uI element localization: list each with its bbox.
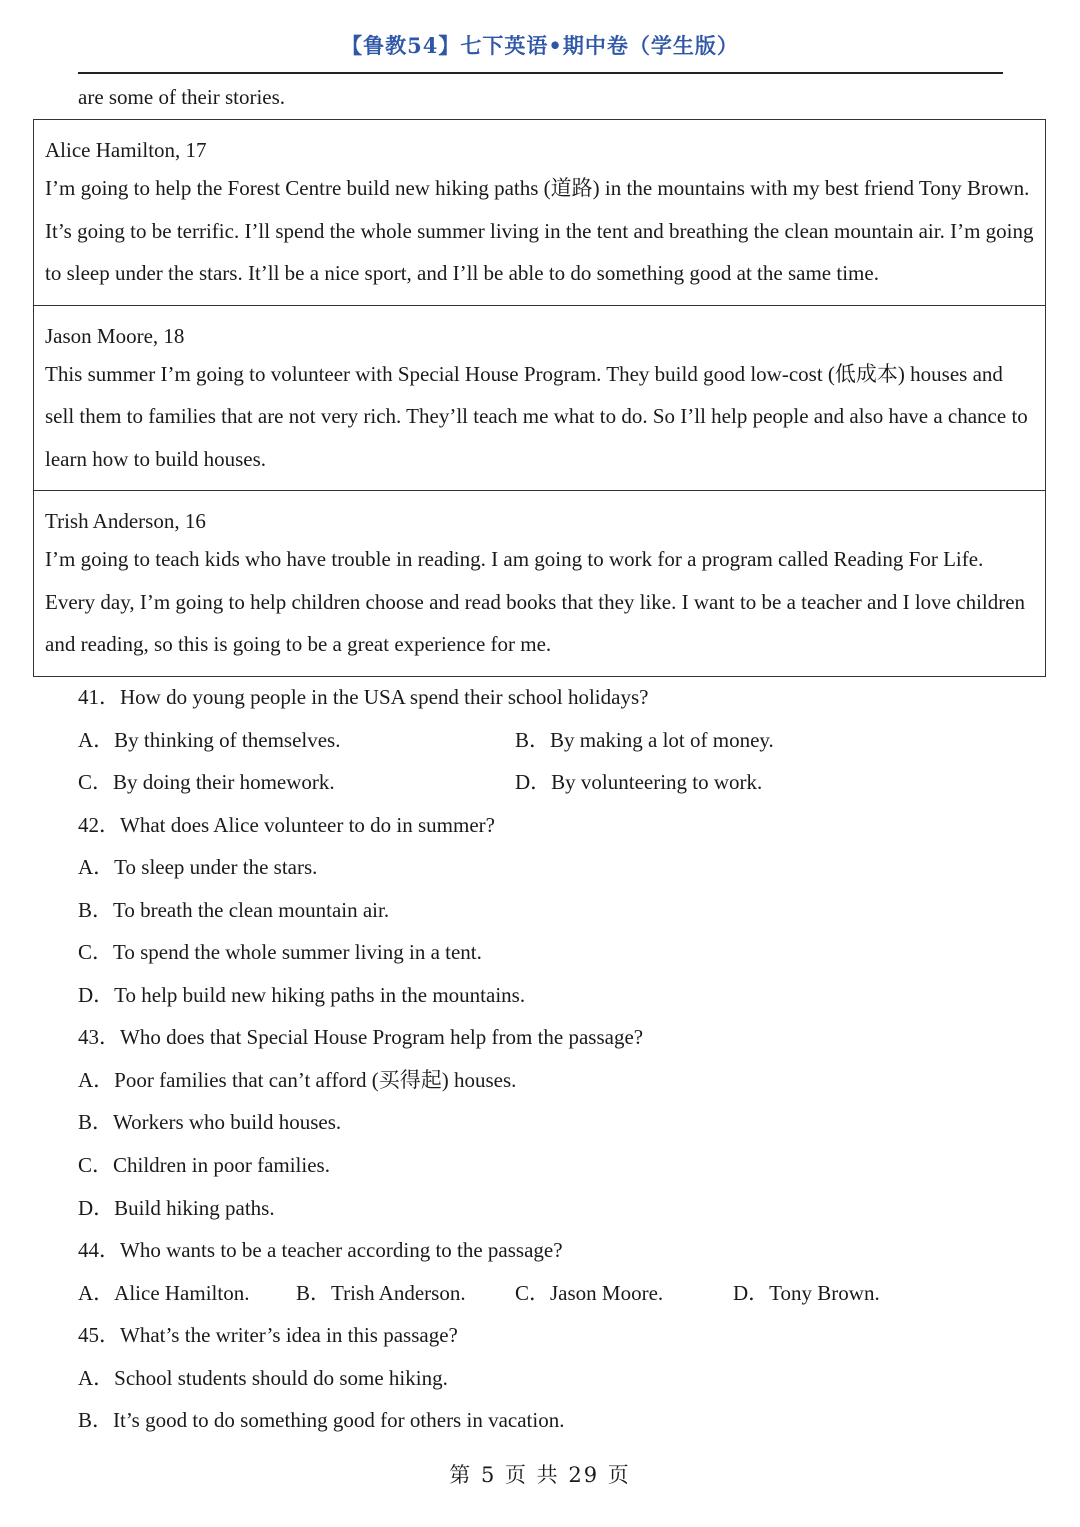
option-45-b: B．It’s good to do something good for others in vacation. [78,1408,565,1433]
intro-text: are some of their stories. [78,85,286,109]
story-text: This summer I’m going to volunteer with Special House Program. They build good low-cost (低成本) houses and sell them to families that are not very rich. They’ll teach me what to do. So I’ll help people and also have a chance to learn how to build houses. [45,361,1028,471]
option-45-a: A．School students should do some hiking. [78,1365,448,1390]
story-author: Alice Hamilton, 17 [45,138,207,162]
option-44-d: D．Tony Brown. [733,1280,880,1305]
question-43: 43．Who does that Special House Program help from the passage? [78,1025,644,1050]
option-43-c: C．Children in poor families. [78,1153,330,1178]
option-41-b: B．By making a lot of money. [515,727,774,752]
story-author: Trish Anderson, 16 [45,509,206,533]
page-number-footer: 第 5 页 共 29 页 [449,1463,631,1487]
option-41-d: D．By volunteering to work. [515,770,763,795]
option-44-b: B．Trish Anderson. [296,1280,466,1305]
option-43-d: D．Build hiking paths. [78,1195,275,1220]
question-41: 41．How do young people in the USA spend their school holidays? [78,685,649,709]
question-45: 45．What’s the writer’s idea in this passage? [78,1323,458,1348]
option-41-c: C．By doing their homework. [78,770,335,795]
question-42: 42．What does Alice volunteer to do in summer? [78,812,495,837]
option-42-b: B．To breath the clean mountain air. [78,897,390,922]
option-row [78,719,1008,762]
header-divider [78,72,1003,74]
option-44-c: C．Jason Moore. [515,1280,664,1305]
stories-table [33,119,1046,677]
story-box [34,120,1045,306]
option-42-a: A．To sleep under the stars. [78,855,318,880]
option-42-c: C．To spend the whole summer living in a tent. [78,940,482,965]
story-box [34,491,1045,676]
option-42-d: D．To help build new hiking paths in the mountains. [78,982,526,1007]
option-43-a: A．Poor families that can’t afford (买得起) houses. [78,1067,517,1092]
story-text: I’m going to teach kids who have trouble in reading. I am going to work for a program called Reading For Life. Every day, I’m going to help children choose and read books that they like. I want to be a teacher and I love children and reading, so this is going to be a great experience for me. [45,547,1026,656]
option-row [78,1272,1008,1315]
page-header-title: 【鲁教54】七下英语•期中卷（学生版） [341,33,739,58]
option-44-a: A．Alice Hamilton. [78,1280,250,1305]
questions-section [78,676,1008,1442]
story-text: I’m going to help the Forest Centre build new hiking paths (道路) in the mountains with my best friend Tony Brown. It’s going to be terrific. I’ll spend the whole summer living in the tent and breathing the clean mountain air. I’m going to sleep under the stars. It’ll be a nice sport, and I’ll be able to do something good at the same time. [45,176,1034,285]
option-row [78,761,1008,804]
question-44: 44．Who wants to be a teacher according to the passage? [78,1238,563,1263]
option-41-a: A．By thinking of themselves. [78,727,341,752]
story-box [34,306,1045,492]
story-author: Jason Moore, 18 [45,323,185,348]
option-43-b: B．Workers who build houses. [78,1110,342,1135]
